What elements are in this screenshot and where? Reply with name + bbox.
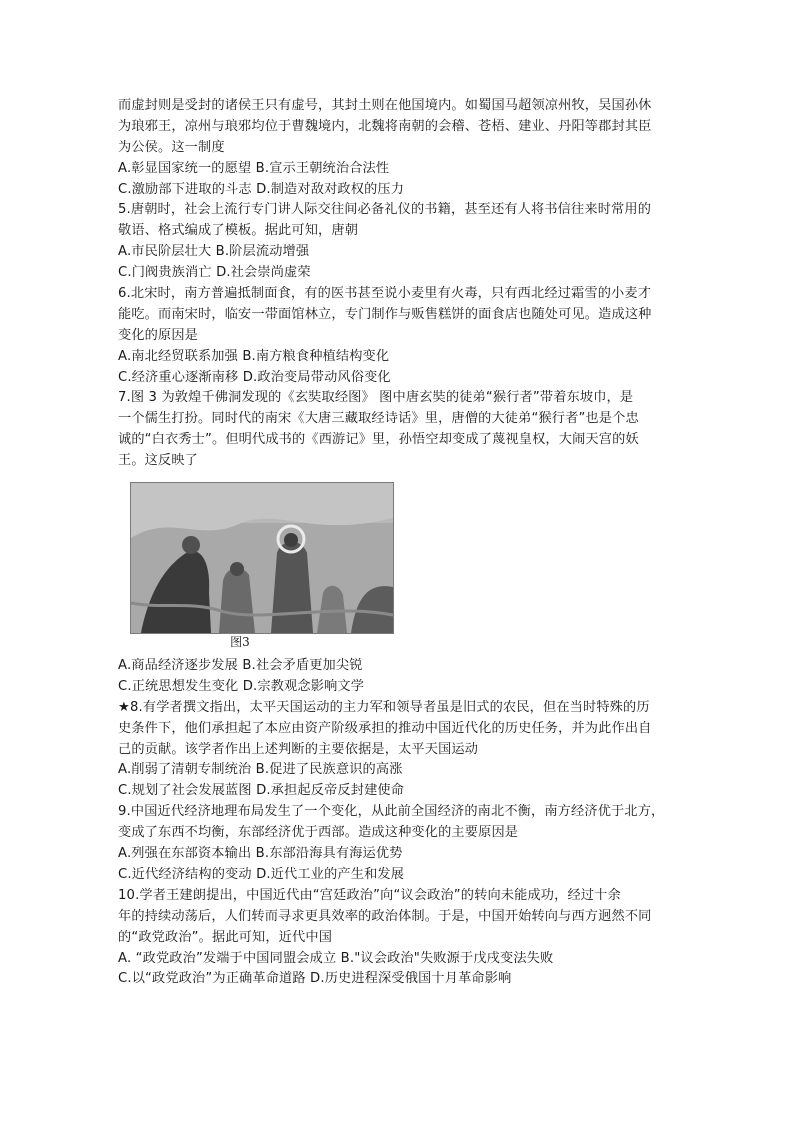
text-line: 10.学者王建朗提出，中国近代由“宫廷政治”向“议会政治”的转向未能成功，经过十余 [118, 887, 621, 903]
text-line: 7.图 3 为敦煌千佛洞发现的《玄奘取经图》 图中唐玄奘的徒弟“猴行者”带着东坡巾，是 [118, 390, 634, 406]
xuanzang-pilgrimage-painting [130, 482, 394, 634]
text-line: 5.唐朝时，社会上流行专门讲人际交往间必备礼仪的书籍，甚至还有人将书信往来时常用的 [118, 202, 652, 218]
text-line: A.列强在东部资本输出 B.东部沿海具有海运优势 [118, 846, 403, 862]
text-line: 为琅邪王，凉州与琅邪均位于曹魏境内，北魏将南朝的会稽、苍梧、建业、丹阳等郡封其臣 [118, 118, 652, 134]
text-line: 变成了东西不均衡，东部经济优于西部。造成这种变化的主要原因是 [118, 825, 519, 841]
text-line: 王。这反映了 [118, 453, 199, 469]
text-line: C.规划了社会发展蓝图 D.承担起反帝反封建使命 [118, 783, 405, 799]
text-line: C.近代经济结构的变动 D.近代工业的产生和发展 [118, 866, 405, 882]
text-line: 而虚封则是受封的诸侯王只有虚号，其封土则在他国境内。如蜀国马超领凉州牧，吴国孙休 [118, 98, 652, 113]
text-line: 敬语、格式编成了模板。据此可知，唐朝 [118, 223, 359, 239]
text-line: A.削弱了清朝专制统治 B.促进了民族意识的高涨 [118, 762, 403, 778]
text-line: A.南北经贸联系加强 B.南方粮食种植结构变化 [118, 348, 390, 364]
text-line: ★8.有学者撰文指出，太平天国运动的主力军和领导者虽是旧式的农民，但在当时特殊的历 [118, 699, 650, 715]
text-line: A.商品经济逐步发展 B.社会矛盾更加尖锐 [118, 658, 363, 674]
text-line: 一个儒生打扮。同时代的南宋《大唐三藏取经诗话》里，唐僧的大徒弟“猴行者”也是个忠 [118, 411, 639, 427]
figure-3 [130, 482, 394, 650]
question-text-block-upper [118, 96, 680, 472]
text-line: A.市民阶层壮大 B.阶层流动增强 [118, 244, 310, 260]
text-line: C.门阀贵族消亡 D.社会崇尚虚荣 [118, 265, 311, 281]
exam-page [118, 96, 680, 990]
figure-caption: 图3 [230, 635, 250, 650]
text-line: 年的持续动荡后，人们转而寻求更具效率的政治体制。于是，中国开始转向与西方迥然不同 [118, 908, 652, 924]
text-line: 史条件下，他们承担起了本应由资产阶级承担的推动中国近代化的历史任务，并为此作出自 [118, 720, 652, 736]
text-line: 9.中国近代经济地理布局发生了一个变化，从此前全国经济的南北不衡，南方经济优于北方， [118, 804, 665, 820]
text-line: C.以“政党政治”为正确革命道路 D.历史进程深受俄国十月革命影响 [118, 971, 512, 987]
text-line: 变化的原因是 [118, 327, 199, 343]
text-line: C.激励部下进取的斗志 D.制造对敌对政权的压力 [118, 181, 405, 197]
text-line: 6.北宋时，南方普遍抵制面食，有的医书甚至说小麦里有火毒，只有西北经过霜雪的小麦才 [118, 286, 652, 302]
text-line: 己的贡献。该学者作出上述判断的主要依据是，太平天国运动 [118, 741, 479, 757]
text-line: A.彰显国家统一的愿望 B.宣示王朝统治合法性 [118, 160, 390, 176]
question-text-block-lower [118, 656, 680, 990]
text-line: C.经济重心逐渐南移 D.政治变局带动风俗变化 [118, 369, 391, 385]
text-line: 能吃。而南宋时，临安一带面馆林立，专门制作与贩售糕饼的面食店也随处可见。造成这种 [118, 306, 652, 322]
text-line: 为公侯。这一制度 [118, 139, 225, 155]
text-line: 诚的“白衣秀士”。但明代成书的《西游记》里，孙悟空却变成了蔑视皇权，大闹天宫的妖 [118, 432, 639, 448]
text-line: C.正统思想发生变化 D.宗教观念影响文学 [118, 678, 365, 694]
text-line: A. “政党政治”发端于中国同盟会成立 B."议会政治"失败源于戊戌变法失败 [118, 950, 554, 966]
text-line: 的“政党政治”。据此可知，近代中国 [118, 929, 333, 945]
